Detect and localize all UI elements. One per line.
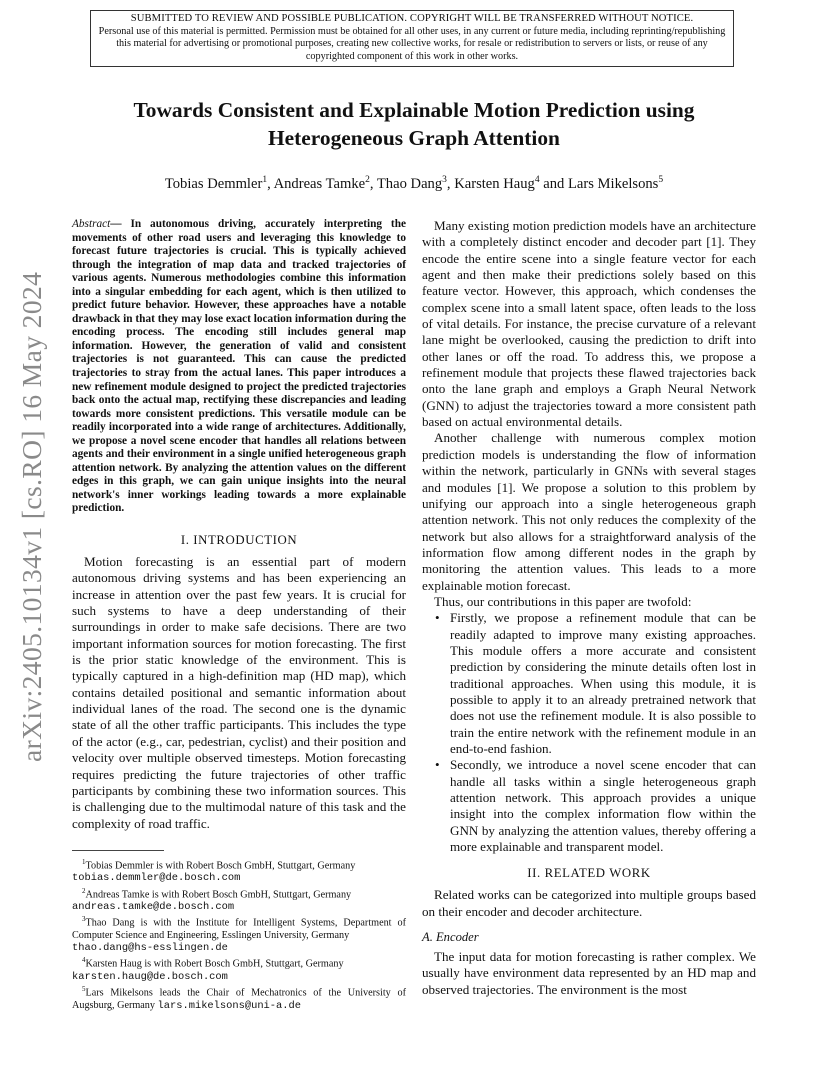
bullet-icon: • (435, 757, 440, 773)
author: Lars Mikelsons$^5$ (567, 175, 664, 192)
footnotes (72, 850, 406, 1012)
right-column (422, 218, 756, 998)
related-paragraph-2: The input data for motion forecasting is rather complex. We usually have environment data represented by an HD map and observed trajectories. The environment is the most (422, 949, 756, 997)
footnote-1: $^1$Tobias Demmler is with Robert Bosch GmbH, Stuttgart, Germany tobias.demmler@de.bosch.com (72, 857, 356, 885)
section-heading-introduction: I. INTRODUCTION (180, 533, 298, 548)
email-link[interactable]: andreas.tamke@de.bosch.com (72, 901, 235, 914)
notice-body: Personal use of this material is permitted. Permission must be obtained for all other uses, in any current or future media, including reprinting/republishing this material for advertising or promotional purposes, creating new collective works, for resale or redistribution to servers or lists, or reuse of any copyrighted component of this work in other works. (98, 25, 726, 62)
email-link[interactable]: karsten.haug@de.bosch.com (72, 971, 228, 984)
section-heading-related-work: II. RELATED WORK (527, 866, 651, 881)
author: Thao Dang$^3$, (376, 175, 455, 192)
footnote-rule (72, 850, 164, 851)
author: Tobias Demmler$^1$, (164, 175, 274, 192)
abstract-label: Abstract (72, 218, 111, 230)
paper-title: Towards Consistent and Explainable Motion Prediction using Heterogeneous Graph Attention (133, 98, 695, 150)
footnote-4: $^4$Karsten Haug is with Robert Bosch GmbH, Stuttgart, Germany karsten.haug@de.bosch.com (72, 956, 344, 984)
author: Andreas Tamke$^2$, (273, 175, 377, 192)
intro-paragraph-3: Another challenge with numerous complex motion prediction models is understanding the flow of information within the network, particularly in GNNs with several stages and modules [1]. We propose a solution to this problem by unifying our approach into a single heterogeneous graph attention network. This not only reduces the complexity of the network but also allows for a straightforward analysis of the information flow among different nodes in the graph by monitoring the attention values. This leads to a more explainable motion forecast. (422, 430, 756, 593)
email-link[interactable]: thao.dang@hs-esslingen.de (72, 942, 228, 955)
abstract: Abstract— In autonomous driving, accurately interpreting the movements of other road users and leveraging this knowledge to forecast future trajectories is crucial. This is typically achieved through the integration of map data and tracked trajectories of various agents. Numerous methodologies combine this information into a singular embedding for each agent, which is then utilized to predict future behavior. However, these approaches have a notable drawback in that they may lose exact location information during the encoding process. The encoding still includes general map information. However, the generation of valid and consistent trajectories is not guaranteed. This can cause the predicted trajectories to stray from the actual lanes. This paper introduces a new refinement module designed to project the predicted trajectories back onto the actual map, rectifying these discrepancies and leading towards more consistent predictions. This versatile module can be readily incorporated into a wide range of architectures. Additionally, we propose a novel scene encoder that handles all relations between agents and their environment in a single unified heterogeneous graph attention network. By analyzing the attention values on the different edges in this graph, we can gain unique insights into the neural network's inner workings leading towards a more explainable prediction. (72, 218, 406, 515)
email-link[interactable]: tobias.demmler@de.bosch.com (72, 872, 241, 885)
footnote-5: $^5$Lars Mikelsons leads the Chair of Mechatronics of the University of Augsburg, Germany lars.mikelsons@uni-a.de (72, 985, 406, 1012)
subsection-heading-encoder: A. Encoder (422, 930, 479, 945)
intro-paragraph-1: Motion forecasting is an essential part of modern autonomous driving systems and has been experiencing an increase in attention over the past few years. It is crucial for such systems to have a deep understanding of their surroundings in order to make safe decisions. There are two important information sources for motion forecasting. The first is the prior static knowledge of the environment. This is typically captured in a high-definition map (HD map), which contains detailed positional and semantic information about individual lanes of the road. The second one is the dynamic state of all the other traffic participants. This includes the type of the actor (e.g., car, pedestrian, cyclist) and their position and velocity over multiple observed timesteps. Motion forecasting requires predicting the future trajectories of other traffic participants by combining these two information sources. This is challenging due to the multimodal nature of this task and the complexity of road traffic. (72, 554, 406, 831)
related-paragraph-1: Related works can be categorized into multiple groups based on their encoder and decoder architecture. (422, 887, 756, 919)
intro-paragraph-4: Thus, our contributions in this paper are twofold: (434, 593, 692, 609)
author: Karsten Haug$^4$ and (454, 175, 568, 192)
left-column (72, 218, 406, 1012)
contribution-list (422, 610, 756, 855)
bullet-icon: • (435, 610, 440, 626)
author-list (80, 171, 748, 193)
footnote-2: $^2$Andreas Tamke is with Robert Bosch GmbH, Stuttgart, Germany andreas.tamke@de.bosch.com (72, 886, 352, 914)
email-link[interactable]: lars.mikelsons@uni-a.de (157, 999, 301, 1012)
abstract-text: In autonomous driving, accurately interpreting the movements of other road users and leveraging this knowledge to forecast future trajectories is crucial. This is typically achieved through the integration of map data and tracked trajectories of various agents. Numerous methodologies combine this information into a singular embedding for each agent, which is then utilized to predict future behavior. However, these approaches have a notable drawback in that they may lose exact location information during the encoding process. The encoding still includes general map information. However, the generation of valid and consistent trajectories is not guaranteed. This can cause the predicted trajectories to stray from the actual lanes. This paper introduces a new refinement module designed to project the predicted trajectories back onto the actual map, rectifying these discrepancies and leading towards more consistent predictions. This versatile module can be readily incorporated into a wide range of architectures. Additionally, we propose a novel scene encoder that handles all relations between agents and their environment in a single unified heterogeneous graph attention network. By analyzing the attention values on the different edges in this graph, we can gain unique insights into the neural network's inner workings leading towards a more explainable prediction. (72, 218, 406, 515)
list-item: • Secondly, we introduce a novel scene encoder that can handle all tasks within a single heterogeneous graph attention network. This approach provides a unique insight into the complex information flow within the GNN by analyzing the attention values, thereby offering a more explainable and transparent model. (435, 757, 756, 855)
footnote-3: $^3$Thao Dang is with the Institute for Intelligent Systems, Department of Computer Science and Engineering, Esslingen University, Germany thao.dang@hs-esslingen.de (72, 915, 406, 955)
notice-title: SUBMITTED TO REVIEW AND POSSIBLE PUBLICATION. COPYRIGHT WILL BE TRANSFERRED WITHOUT NOTICE. (130, 13, 694, 24)
arxiv-id[interactable]: arXiv:2405.10134v1 [cs.RO] 16 May 2024 (16, 271, 47, 762)
list-item: • Firstly, we propose a refinement module that can be readily adapted to improve many existing approaches. This module offers a more accurate and consistent prediction by considering the minute details often lost in traditional approaches. When using this module, it is possible to apply it to an already pretrained network that does not use the refinement module. It is also possible to train the entire network with the refinement module in an end-to-end fashion. (435, 610, 756, 756)
intro-paragraph-2: Many existing motion prediction models have an architecture with a completely distinct encoder and decoder part [1]. They encode the entire scene into a single feature vector for each agent and then make their predictions solely based on this feature vector. However, this approach, which condenses the complex scene into a small latent space, often leads to the loss of vital details. For instance, the precise curvature of a relevant lane might be overlooked, causing the prediction to drift into other lanes or off the road. To address this, we propose a refinement module that projects these flawed trajectories back onto the lane graph and employs a Graph Neural Network (GNN) to adjust the trajectories toward a more consistent path based on actual environmental details. (422, 218, 756, 430)
copyright-notice (90, 10, 734, 67)
